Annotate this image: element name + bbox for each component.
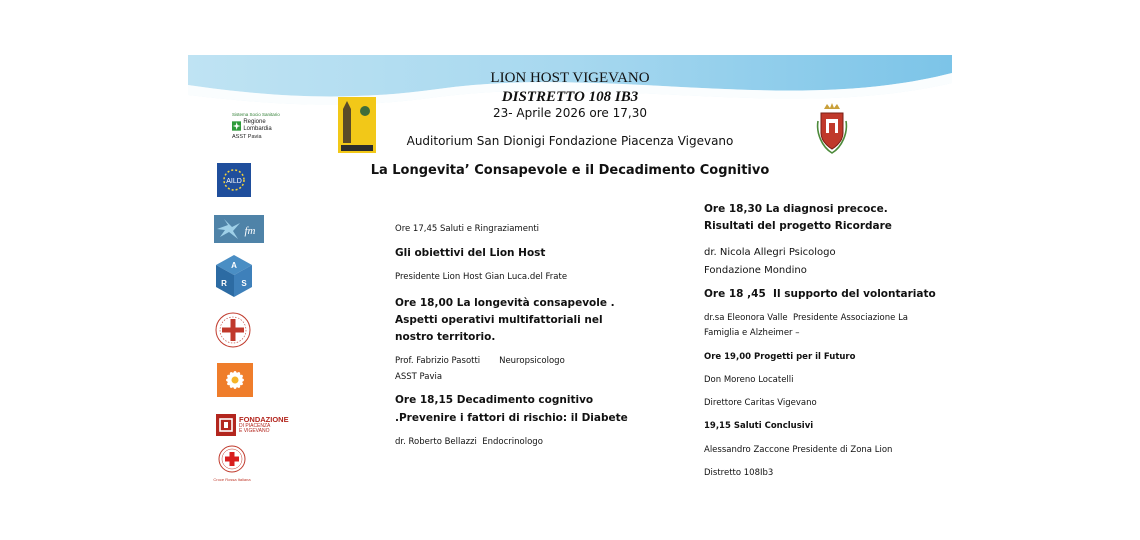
ars-letter-s: S — [241, 279, 247, 288]
program-item-volunteering: Ore 18 ,45 Il supporto del volontariato — [704, 288, 936, 300]
regione-lombardia-logo: Sistema Socio Sanitario Regione Lombardia ASST Pavia — [232, 112, 280, 140]
fondazione-mark-icon — [216, 414, 236, 436]
district-name: DISTRETTO 108 IB3 — [501, 89, 639, 105]
program-item-allegri: dr. Nicola Allegri Psicologo — [704, 247, 836, 258]
croce-rossa-logo: Croce Rossa Italiana — [210, 445, 254, 483]
program-item-conclusions: 19,15 Saluti Conclusivi — [704, 421, 814, 431]
event-heading: La Longevita’ Consapevole e il Decadimento Cognitivo — [370, 163, 770, 178]
event-slide — [188, 55, 952, 485]
program-item-caritas: Direttore Caritas Vigevano — [704, 398, 817, 408]
program-item-bellazzi: dr. Roberto Bellazzi Endocrinologo — [395, 437, 543, 447]
program-item-longevity-1: Ore 18,00 La longevità consapevole . — [395, 297, 615, 309]
fm-logo — [214, 215, 264, 243]
program-item-decline-1: Ore 18,15 Decadimento cognitivo — [395, 394, 594, 406]
program-item-asst: ASST Pavia — [395, 372, 443, 382]
daisy-flower-logo — [217, 363, 253, 397]
aild-logo — [217, 163, 251, 197]
program-item-president: Presidente Lion Host Gian Luca.del Frate — [395, 272, 568, 282]
program-item-future: Ore 19,00 Progetti per il Futuro — [704, 352, 856, 362]
program-item-valle-2: Famiglia e Alzheimer – — [704, 328, 800, 338]
fm-logo-text: fm — [244, 225, 256, 237]
aild-logo-text: AILD — [226, 178, 242, 185]
program-item-locatelli: Don Moreno Locatelli — [704, 375, 794, 385]
event-date: 23- Aprile 2026 ore 17,30 — [493, 106, 647, 120]
program-item-pasotti: Prof. Fabrizio Pasotti Neuropsicologo — [395, 356, 565, 366]
caritas-logo — [214, 311, 252, 349]
vigevano-tower-logo — [338, 97, 376, 153]
program-item-valle-1: dr.sa Eleonora Valle Presidente Associazione La — [704, 313, 909, 323]
ars-cube-logo — [214, 253, 254, 299]
program-item-diagnosis-1: Ore 18,30 La diagnosi precoce. — [704, 203, 888, 215]
organizer-title: LION HOST VIGEVANO — [490, 70, 650, 86]
program-item-diagnosis-2: Risultati del progetto Ricordare — [704, 220, 892, 232]
program-item-decline-2: .Prevenire i fattori di rischio: il Diabete — [395, 412, 628, 424]
program-item-objectives: Gli obiettivi del Lion Host — [395, 247, 546, 259]
lombardia-rose-icon — [232, 120, 241, 132]
program-item-district: Distretto 108Ib3 — [704, 468, 774, 478]
program-item-greetings: Ore 17,45 Saluti e Ringraziamenti — [395, 224, 540, 234]
fondazione-piacenza-vigevano-logo: FONDAZIONE DI PIACENZA E VIGEVANO — [216, 411, 300, 439]
event-venue: Auditorium San Dionigi Fondazione Piacenza Vigevano — [406, 134, 734, 148]
vigevano-coat-of-arms-icon — [814, 101, 850, 157]
ars-letter-r: R — [221, 279, 227, 288]
program-item-longevity-3: nostro territorio. — [395, 331, 496, 343]
ars-letter-a: A — [231, 261, 237, 270]
program-item-mondino: Fondazione Mondino — [704, 265, 807, 276]
program-item-longevity-2: Aspetti operativi multifattoriali nel — [395, 314, 603, 326]
red-cross-icon — [217, 445, 247, 473]
program-item-zaccone: Alessandro Zaccone Presidente di Zona Lion — [704, 445, 893, 455]
